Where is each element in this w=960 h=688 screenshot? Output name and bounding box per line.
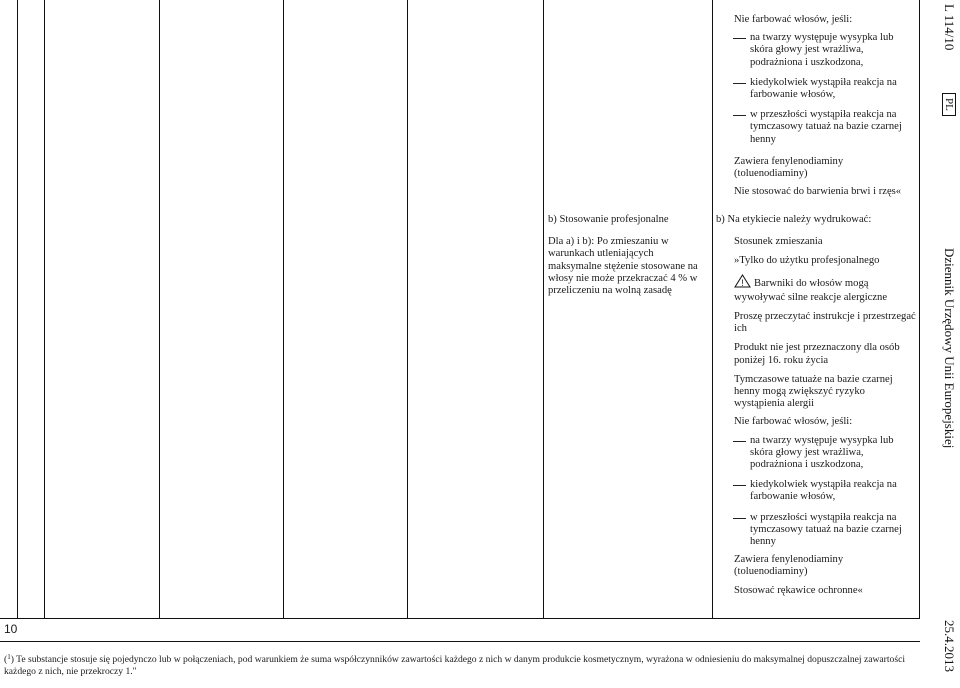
age-restriction: Produkt nie jest przeznaczony dla osób poniżej 16. roku życia: [734, 342, 900, 366]
warnings-b-body: [716, 236, 916, 597]
conditions-heading: b) Stosowanie profesjonalne: [548, 214, 669, 225]
journal-title-text: Dziennik Urzędowy Unii Europejskiej: [942, 248, 957, 449]
warnings-b-intro: Nie farbować włosów, jeśli:: [734, 416, 853, 428]
warnings-eyebrows: Nie stosować do barwienia brwi i rzęs«: [734, 186, 902, 198]
footnote-separator: [0, 641, 920, 642]
warning-triangle-icon: [734, 274, 751, 292]
warnings-b-dash-item: [734, 435, 916, 472]
table-right-border: [919, 0, 920, 618]
warnings-dash-item: [734, 77, 916, 101]
reference-text: L 114/10: [942, 4, 957, 51]
warnings-b-dash-text: na twarzy występuje wysypka lub skóra głowy jest wrażliwa, podrażniona i uszkodzona,: [750, 434, 894, 471]
allergy-text: Barwniki do włosów mogą wywoływać silne reakcje alergiczne: [734, 277, 888, 303]
footnote-text: Te substancje stosuje się pojedynczo lub w połączeniach, pod warunkiem że suma współczynników zawartości każdego z nich w danym produkcie kosmetycznym, wyrażona w odniesieniu do maksymalnej dopuszczalnej zawartości każdego z nich, nie przekroczy 1.": [4, 654, 905, 677]
footnote-marker: 1: [7, 653, 11, 661]
svg-text:!: !: [741, 277, 744, 288]
warnings-b-contains: Zawiera fenylenodiaminy (toluenodiaminy): [734, 554, 844, 578]
footnote: ($^1$) Te substancje stosuje się pojedynczo lub w połączeniach, pod warunkiem że suma współczynników zawartości każdego z nich w danym produkcie kosmetycznym, wyrażona w odniesieniu do maksymalnej dopuszczalnej zawartości każdego z nich, nie przekroczy 1.": [4, 653, 905, 677]
warnings-b-cell: [716, 214, 916, 605]
conditions-text: Dla a) i b): Po zmieszaniu w warunkach utleniających maksymalne stężenie stosowane na włosy nie może przekraczać 4 % w przeliczeniu na wolną zasadę: [548, 236, 698, 297]
conditions-cell: [548, 214, 708, 305]
language-box: [942, 93, 958, 116]
table-col-divider-4: [407, 0, 408, 618]
warnings-b-dash-text: w przeszłości wystąpiła reakcja na tymczasowy tatuaż na bazie czarnej henny: [750, 511, 902, 548]
professional-only: »Tylko do użytku profesjonalnego: [734, 255, 880, 267]
warnings-contains: Zawiera fenylenodiaminy (toluenodiaminy): [734, 155, 844, 180]
warnings-dash-item: [734, 32, 916, 69]
warnings-b-dash-text: kiedykolwiek wystąpiła reakcja na farbowanie włosów,: [750, 479, 897, 503]
allergy-warning: [734, 274, 916, 304]
warnings-b-heading: b) Na etykiecie należy wydrukować:: [716, 214, 872, 225]
table-left-border: [17, 0, 18, 618]
table-col-divider-1: [44, 0, 45, 618]
read-instructions: Proszę przeczytać instrukcje i przestrzegać ich: [734, 311, 916, 335]
warnings-dash-text: w przeszłości wystąpiła reakcja na tymczasowy tatuaż na bazie czarnej henny: [750, 109, 902, 145]
warnings-dash-item: [734, 109, 916, 146]
journal-reference: [941, 4, 957, 50]
tattoo-warning: Tymczasowe tatuaże na bazie czarnej henny mogą zwiększyć ryzyko wystąpienia alergii: [734, 373, 893, 410]
warnings-dash-text: kiedykolwiek wystąpiła reakcja na farbowanie włosów,: [750, 76, 897, 101]
page-number: 10: [4, 622, 18, 636]
warnings-b-dash-item: [734, 479, 916, 503]
language-code: PL: [942, 93, 956, 116]
mixing-ratio: Stosunek zmieszania: [734, 236, 823, 248]
table-col-divider-5: [543, 0, 544, 618]
warnings-intro: Nie farbować włosów, jeśli:: [734, 14, 853, 25]
journal-title: [941, 248, 957, 448]
publication-date-text: 25.4.2013: [942, 620, 957, 672]
publication-date: [941, 620, 957, 672]
table-col-divider-6: [712, 0, 713, 618]
table-col-divider-2: [159, 0, 160, 618]
warnings-b-dash-item: [734, 512, 916, 549]
gloves-warning: Stosować rękawice ochronne«: [734, 584, 863, 596]
table-bottom-border: [0, 618, 920, 619]
table-col-divider-3: [283, 0, 284, 618]
warnings-dash-text: na twarzy występuje wysypka lub skóra głowy jest wrażliwa, podrażniona i uszkodzona,: [750, 32, 894, 68]
warnings-top-cell: [734, 14, 916, 206]
